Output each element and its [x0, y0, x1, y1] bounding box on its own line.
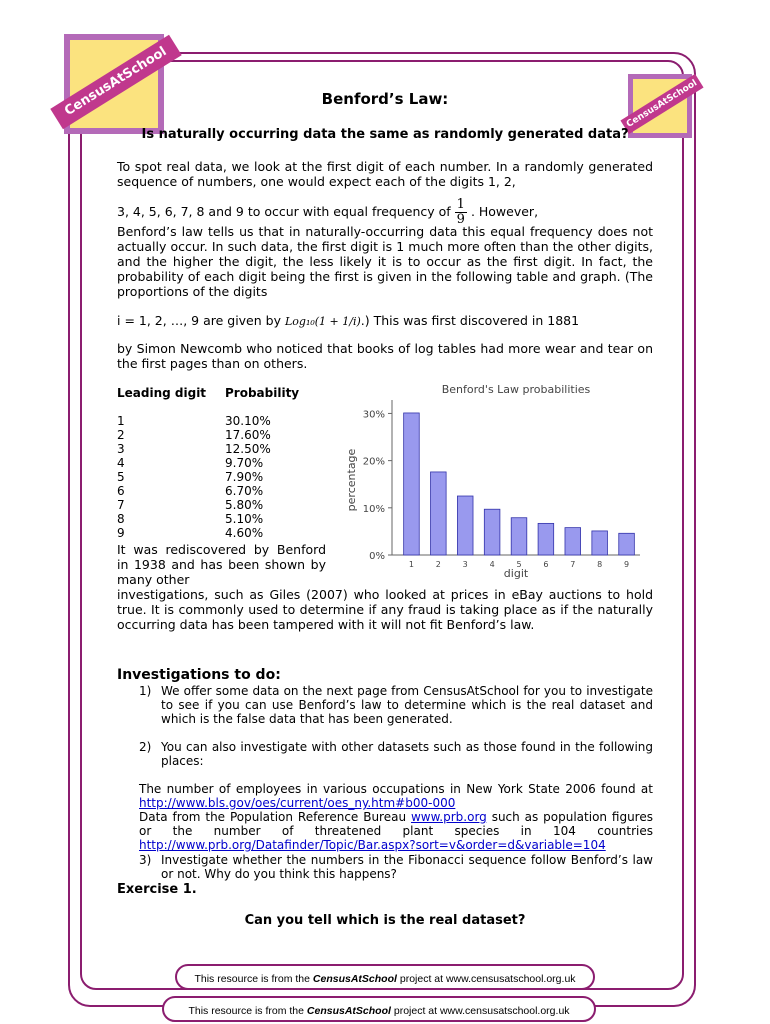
table-cell-digit: 3 — [117, 442, 125, 456]
one-ninth-fraction — [455, 198, 467, 227]
footer-brand: CensusAtSchool — [312, 973, 397, 985]
x-tick-label: 4 — [489, 560, 495, 569]
table-cell-probability: 7.90% — [225, 470, 264, 484]
footer-brand: CensusAtSchool — [306, 1005, 391, 1017]
place-1 — [139, 782, 653, 810]
x-tick-label: 7 — [570, 560, 576, 569]
table-cell-digit: 1 — [117, 414, 125, 428]
footer-suffix: project at www.censusatschool.org.uk — [399, 973, 576, 985]
item-text: Investigate whether the numbers in the Fibonacci sequence follow Benford’s law or not. Why do you think this happens? — [161, 853, 653, 881]
x-tick-label: 8 — [597, 560, 603, 569]
item-number: 1) — [139, 684, 152, 698]
after-table-short: It was rediscovered by Benford in 1938 and has been shown by many other — [117, 542, 326, 587]
intro-paragraph-3 — [117, 313, 653, 329]
bar-digit-9 — [619, 533, 635, 555]
y-axis-label: percentage — [345, 448, 358, 512]
x-tick-label: 2 — [435, 560, 441, 569]
place-1-text: The number of employees in various occupations in New York State 2006 found at — [139, 782, 653, 796]
bar-digit-1 — [404, 413, 420, 555]
fraction-numerator: 1 — [456, 197, 465, 212]
benford-formula: Log₁₀(1 + 1/i) — [284, 315, 361, 328]
place-2-text-b: such as population figures or the number of threatened plant species in 104 countries — [139, 810, 653, 838]
table-cell-probability: 9.70% — [225, 456, 264, 470]
item-number: 2) — [139, 740, 152, 754]
y-tick-label: 0% — [369, 551, 385, 562]
benford-bar-chart — [342, 380, 642, 580]
bls-link[interactable]: http://www.bls.gov/oes/current/oes_ny.htm#b00-000 — [139, 796, 456, 810]
after-table-long: investigations, such as Giles (2007) who looked at prices in eBay auctions to hold true. It is commonly used to determine if any fraud is taking place as if the naturally occurring data has been tampered with it will not fit Benford’s law. — [117, 587, 653, 632]
logo-text-small: CensusAtSchool — [620, 74, 703, 134]
intro-text-1b: 3, 4, 5, 6, 7, 8 and 9 to occur with equal frequency of — [117, 204, 451, 219]
table-cell-digit: 4 — [117, 456, 125, 470]
x-tick-label: 5 — [516, 560, 522, 569]
footer-suffix: project at www.censusatschool.org.uk — [393, 1005, 570, 1017]
intro-paragraph-1b — [117, 198, 653, 227]
table-header-digit: Leading digit — [117, 386, 207, 400]
x-tick-label: 9 — [624, 560, 630, 569]
bar-digit-3 — [457, 496, 473, 555]
place-2-text-a: Data from the Population Reference Bureau — [139, 810, 407, 824]
table-cell-probability: 5.10% — [225, 512, 264, 526]
table-cell-digit: 7 — [117, 498, 125, 512]
table-cell-probability: 6.70% — [225, 484, 264, 498]
bar-digit-2 — [431, 472, 447, 555]
footer-prefix: This resource is from the — [188, 1005, 304, 1017]
intro-paragraph-2: Benford’s law tells us that in naturally-occurring data this equal frequency does not actually occur. In such data, the first digit is 1 much more often than the other digits, and the higher the digit, the less likely it is to occur as the first digit. In fact, the probability of each digit being the first is given in the following table and graph. (The proportions of the digits — [117, 224, 653, 299]
prb-datafinder-link[interactable]: http://www.prb.org/Datafinder/Topic/Bar.aspx?sort=v&order=d&variable=104 — [139, 838, 606, 852]
table-cell-probability: 17.60% — [225, 428, 271, 442]
exercise-question: Can you tell which is the real dataset? — [244, 913, 526, 928]
item-number: 3) — [139, 853, 152, 867]
bar-digit-8 — [592, 531, 608, 555]
table-cell-digit: 2 — [117, 428, 125, 442]
y-tick-label: 10% — [362, 503, 385, 515]
page-title: Benford’s Law: — [321, 90, 449, 108]
exercise-title: Exercise 1. — [117, 882, 197, 897]
table-cell-digit: 6 — [117, 484, 125, 498]
x-tick-label: 1 — [408, 560, 414, 569]
table-cell-probability: 12.50% — [225, 442, 271, 456]
investigations-title: Investigations to do: — [117, 667, 281, 683]
table-cell-probability: 5.80% — [225, 498, 264, 512]
place-2 — [139, 810, 653, 852]
table-cell-probability: 4.60% — [225, 526, 264, 540]
logo-text: CensusAtSchool — [50, 35, 181, 130]
x-axis-label: digit — [503, 567, 529, 580]
censusatschool-logo — [62, 34, 170, 134]
fraction-denominator: 9 — [456, 212, 465, 227]
intro-paragraph-1a: To spot real data, we look at the first digit of each number. In a randomly generated sequence of numbers, one would expect each of the digits 1, 2, — [117, 159, 653, 189]
prb-link[interactable]: www.prb.org — [410, 810, 487, 824]
item-text: You can also investigate with other datasets such as those found in the following places: — [161, 740, 653, 768]
intro-text-3a: i = 1, 2, …, 9 are given by — [117, 313, 281, 328]
y-tick-label: 20% — [362, 456, 385, 468]
table-header-probability: Probability — [225, 386, 300, 400]
footer-prefix: This resource is from the — [194, 973, 310, 985]
bar-digit-6 — [538, 523, 554, 555]
intro-text-1c: . However, — [470, 204, 539, 219]
x-tick-label: 3 — [462, 560, 468, 569]
intro-text-3b: .) This was first discovered in 1881 — [360, 313, 580, 328]
table-cell-probability: 30.10% — [225, 414, 271, 428]
footer-outer — [162, 996, 596, 1022]
table-cell-digit: 5 — [117, 470, 125, 484]
table-cell-digit: 8 — [117, 512, 125, 526]
footer-inner — [175, 964, 595, 990]
y-tick-label: 30% — [362, 409, 385, 421]
intro-paragraph-4: by Simon Newcomb who noticed that books of log tables had more wear and tear on the first pages than on others. — [117, 341, 653, 371]
page-subtitle: Is naturally occurring data the same as randomly generated data? — [141, 127, 629, 142]
x-tick-label: 6 — [543, 560, 549, 569]
bar-digit-4 — [484, 509, 500, 555]
bar-digit-7 — [565, 528, 581, 555]
chart-title: Benford's Law probabilities — [441, 383, 591, 396]
item-text: We offer some data on the next page from CensusAtSchool for you to investigate to see if you can use Benford’s law to determine which is the real dataset and which is the false data that has been generated. — [161, 684, 653, 726]
bar-digit-5 — [511, 518, 527, 555]
table-cell-digit: 9 — [117, 526, 125, 540]
